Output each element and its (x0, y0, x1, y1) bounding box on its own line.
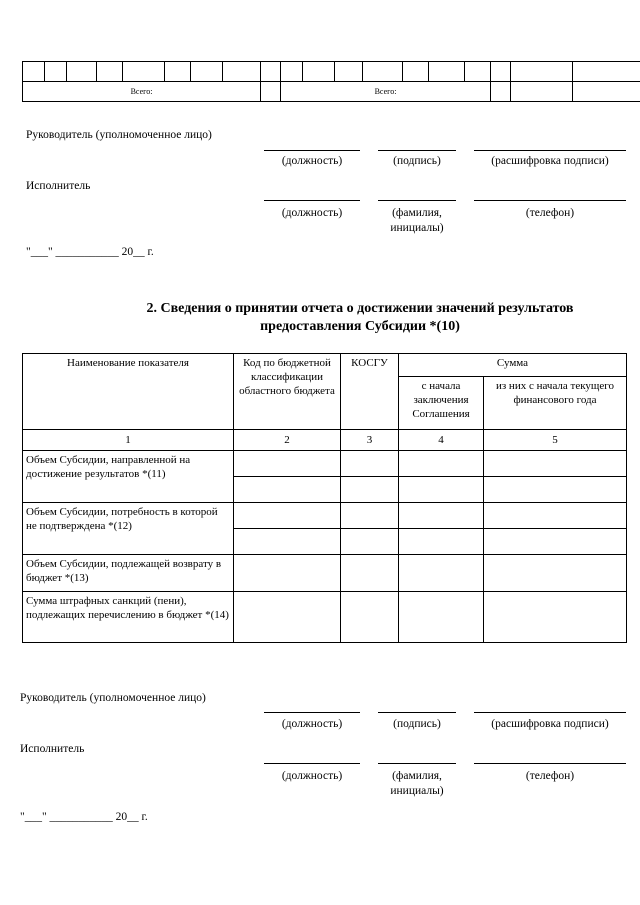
col-number: 2 (234, 430, 341, 451)
executor-position-caption: (должность) (281, 207, 343, 219)
position-line-2 (264, 712, 360, 713)
row-label: Объем Субсидии, подлежащей возврату в бюджет *(13) (23, 555, 234, 592)
header-code: Код по бюджетной классификации областного бюджета (234, 354, 341, 430)
header-name: Наименование показателя (23, 354, 234, 430)
position-caption-2: (должность) (281, 718, 343, 730)
executor-phone-caption: (телефон) (525, 207, 575, 219)
numbers-row (23, 430, 627, 451)
decoding-line-2 (474, 712, 626, 713)
executor-name-caption (370, 206, 464, 236)
name-caption-line1-2: (фамилия, (392, 770, 442, 782)
date-line: "___" ___________ 20__ г. (26, 246, 154, 258)
executor-label: Исполнитель (26, 180, 91, 192)
header-from-start: с начала заключения Соглашения (399, 377, 484, 430)
executor-phone-line-2 (474, 763, 626, 764)
report-table (22, 353, 627, 643)
signature-line-2 (378, 712, 456, 713)
section-title-line1: 2. Сведения о принятии отчета о достижении значений результатов (146, 301, 574, 316)
decoding-caption-2: (расшифровка подписи) (491, 718, 609, 730)
executor-phone-line (474, 200, 626, 201)
executor-position-caption-2: (должность) (281, 770, 343, 782)
section-title-line2: предоставления Субсидии *(10) (260, 319, 460, 334)
head-label-2: Руководитель (уполномоченное лицо) (20, 692, 206, 704)
executor-name-line-2 (378, 763, 456, 764)
date-line-2: "___" ___________ 20__ г. (20, 811, 148, 823)
header-sum: Сумма (399, 354, 627, 377)
total-label-2: Всего: (281, 82, 491, 102)
executor-label-2: Исполнитель (20, 743, 85, 755)
header-current-year: из них с начала текущего финансового года (484, 377, 627, 430)
row-label: Объем Субсидии, направленной на достижение результатов *(11) (23, 451, 234, 503)
header-kosgu: КОСГУ (341, 354, 399, 430)
col-number: 3 (341, 430, 399, 451)
head-label: Руководитель (уполномоченное лицо) (26, 129, 212, 141)
executor-name-caption-2 (370, 769, 464, 799)
name-caption-line2: инициалы) (390, 222, 444, 234)
signature-line (378, 150, 456, 151)
decoding-caption: (расшифровка подписи) (491, 155, 609, 167)
executor-name-line (378, 200, 456, 201)
top-table (22, 61, 640, 102)
col-number: 5 (484, 430, 627, 451)
executor-position-line-2 (264, 763, 360, 764)
executor-position-line (264, 200, 360, 201)
top-table-total-row (23, 82, 640, 102)
col-number: 4 (399, 430, 484, 451)
row-label: Сумма штрафных санкций (пени), подлежащих перечислению в бюджет *(14) (23, 592, 234, 643)
name-caption-line1: (фамилия, (392, 207, 442, 219)
header-row (23, 354, 627, 377)
total-label-1: Всего: (23, 82, 261, 102)
section-title (80, 300, 640, 336)
decoding-line (474, 150, 626, 151)
table-row (23, 555, 627, 592)
signature-caption: (подпись) (393, 155, 441, 167)
executor-phone-caption-2: (телефон) (525, 770, 575, 782)
table-row (23, 451, 627, 477)
name-caption-line2-2: инициалы) (390, 785, 444, 797)
position-line (264, 150, 360, 151)
col-number: 1 (23, 430, 234, 451)
top-table-row (23, 62, 640, 82)
position-caption: (должность) (281, 155, 343, 167)
row-label: Объем Субсидии, потребность в которой не подтверждена *(12) (23, 503, 234, 555)
table-row (23, 592, 627, 643)
table-row (23, 503, 627, 529)
signature-caption-2: (подпись) (393, 718, 441, 730)
